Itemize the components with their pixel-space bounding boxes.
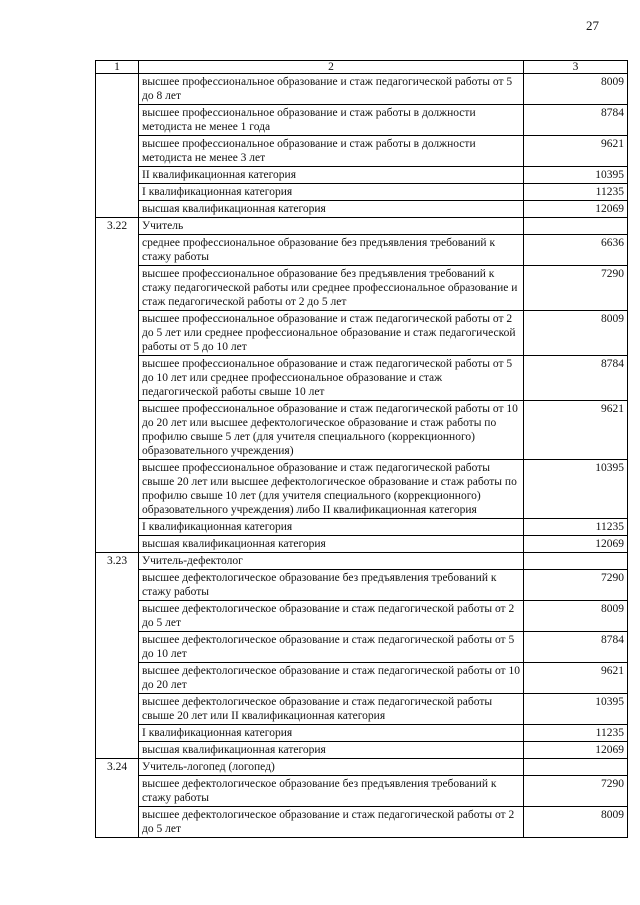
row-description: высшее профессиональное образование и стаж педагогической работы от 5 до 8 лет [139,74,524,105]
table-row [96,311,628,356]
row-description: II квалификационная категория [139,167,524,184]
row-description: высшая квалификационная категория [139,201,524,218]
row-value [524,218,628,235]
row-value: 7290 [524,570,628,601]
table-row [96,218,628,235]
row-code: 3.23 [96,553,139,759]
table-row [96,401,628,460]
table-row [96,266,628,311]
row-description: I квалификационная категория [139,184,524,201]
row-value: 12069 [524,201,628,218]
table-row [96,201,628,218]
header-col-3: 3 [524,61,628,74]
row-description: высшая квалификационная категория [139,742,524,759]
table-row [96,759,628,776]
row-value: 8009 [524,311,628,356]
table-row [96,105,628,136]
row-value: 10395 [524,694,628,725]
row-description: высшее профессиональное образование и стаж педагогической работы от 5 до 10 лет или среднее профессиональное образование и стаж педагогической работы свыше 10 лет [139,356,524,401]
table-row [96,694,628,725]
row-value: 11235 [524,184,628,201]
row-description: высшее профессиональное образование без предъявления требований к стажу педагогической работы или среднее профессиональное образование и стаж педагогической работы от 2 до 5 лет [139,266,524,311]
salary-table [95,60,628,838]
row-description: высшее профессиональное образование и стаж педагогической работы от 2 до 5 лет или среднее профессиональное образование и стаж педагогической работы от 5 до 10 лет [139,311,524,356]
row-value: 7290 [524,776,628,807]
row-value: 6636 [524,235,628,266]
section-title: Учитель-дефектолог [139,553,524,570]
row-value: 12069 [524,742,628,759]
table-row [96,663,628,694]
row-value: 10395 [524,167,628,184]
row-value: 11235 [524,519,628,536]
row-value [524,553,628,570]
table-row [96,167,628,184]
table-row [96,356,628,401]
row-description: высшее дефектологическое образование без предъявления требований к стажу работы [139,776,524,807]
row-description: высшее дефектологическое образование без предъявления требований к стажу работы [139,570,524,601]
table-row [96,184,628,201]
row-description: I квалификационная категория [139,519,524,536]
row-value: 8009 [524,601,628,632]
table-row [96,807,628,838]
table-row [96,742,628,759]
row-description: высшее дефектологическое образование и стаж педагогической работы от 2 до 5 лет [139,601,524,632]
row-value: 8009 [524,74,628,105]
table-row [96,725,628,742]
page-number: 27 [586,18,599,33]
table-row [96,553,628,570]
row-value: 11235 [524,725,628,742]
row-value: 10395 [524,460,628,519]
row-description: высшее дефектологическое образование и стаж педагогической работы свыше 20 лет или II квалификационная категория [139,694,524,725]
header-col-1: 1 [96,61,139,74]
row-description: высшее профессиональное образование и стаж работы в должности методиста не менее 1 года [139,105,524,136]
row-description: высшее профессиональное образование и стаж педагогической работы свыше 20 лет или высшее дефектологическое образование и стаж работы по профилю свыше 10 лет (для учителя специального (коррекционного) образовательного учреждения) либо II квалификационная категория [139,460,524,519]
row-description: I квалификационная категория [139,725,524,742]
row-value: 9621 [524,401,628,460]
table-row [96,136,628,167]
table-row [96,601,628,632]
row-description: высшее дефектологическое образование и стаж педагогической работы от 2 до 5 лет [139,807,524,838]
row-value: 8784 [524,632,628,663]
row-description: высшее профессиональное образование и стаж работы в должности методиста не менее 3 лет [139,136,524,167]
row-value: 8009 [524,807,628,838]
row-description: высшее дефектологическое образование и стаж педагогической работы от 5 до 10 лет [139,632,524,663]
row-code: 3.24 [96,759,139,838]
row-description: среднее профессиональное образование без предъявления требований к стажу работы [139,235,524,266]
table-row [96,632,628,663]
table-row [96,776,628,807]
row-value: 7290 [524,266,628,311]
table-row [96,570,628,601]
row-description: высшее профессиональное образование и стаж педагогической работы от 10 до 20 лет или высшее дефектологическое образование и стаж работы по профилю свыше 5 лет (для учителя специального (коррекционного) образовательного учреждения) [139,401,524,460]
row-value [524,759,628,776]
section-title: Учитель-логопед (логопед) [139,759,524,776]
table-row [96,460,628,519]
row-code [96,74,139,218]
row-description: высшее дефектологическое образование и стаж педагогической работы от 10 до 20 лет [139,663,524,694]
row-value: 9621 [524,663,628,694]
table-row [96,536,628,553]
row-code: 3.22 [96,218,139,553]
row-value: 12069 [524,536,628,553]
table-row [96,235,628,266]
row-value: 8784 [524,356,628,401]
table-row [96,74,628,105]
row-value: 9621 [524,136,628,167]
row-value: 8784 [524,105,628,136]
row-description: высшая квалификационная категория [139,536,524,553]
table-row [96,519,628,536]
header-col-2: 2 [139,61,524,74]
table-header-row [96,61,628,74]
section-title: Учитель [139,218,524,235]
